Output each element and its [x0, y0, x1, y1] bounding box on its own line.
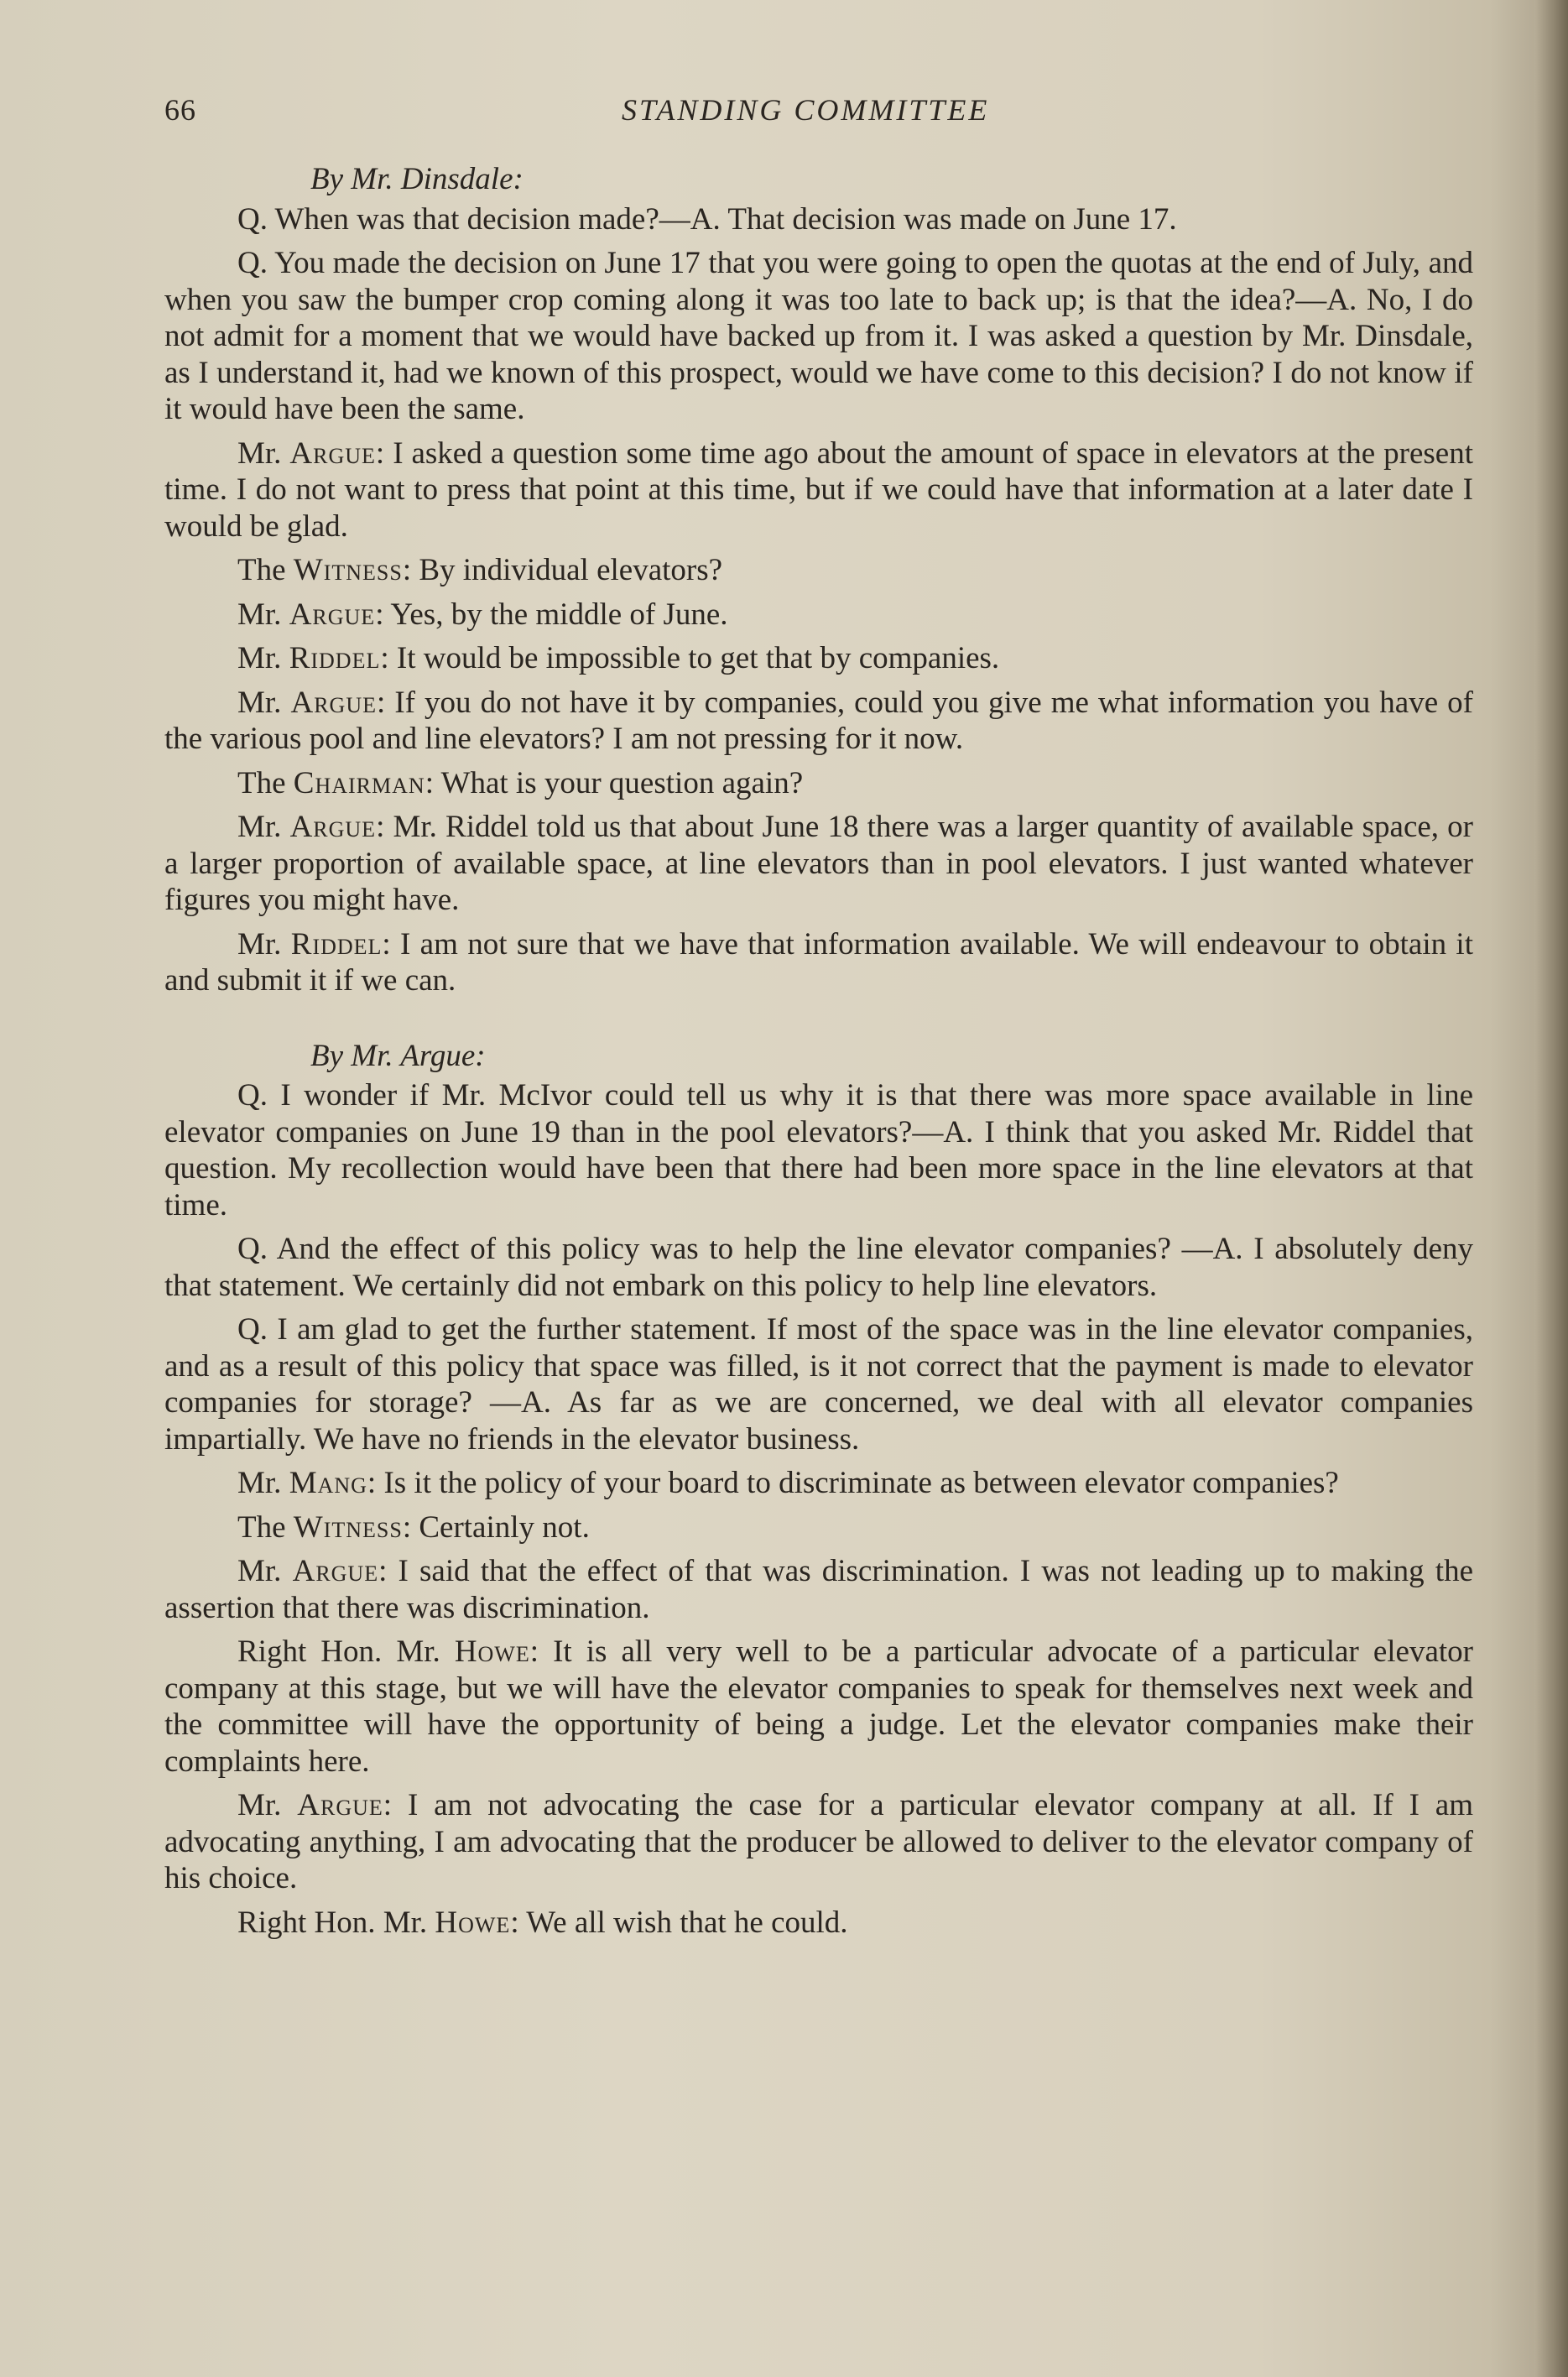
speaker-name: Argue	[289, 597, 376, 632]
speech-text: If you do not have it by companies, could you give me what information you have of the various pool and line elevators? I am not pressing for it now.	[164, 685, 1473, 756]
speech-paragraph: Mr. Argue: I asked a question some time ago about the amount of space in elevators at the present time. I do not want to press that point at this time, but if we could have that information at a later date I would be glad.	[164, 435, 1473, 544]
speech-paragraph: Mr. Argue: I am not advocating the case for a particular elevator company at all. If I am advocating anything, I am advocating that the producer be allowed to deliver to the elevator company of his choice.	[164, 1788, 1473, 1895]
speech-paragraph: Mr. Riddel: It would be impossible to get that by companies.	[237, 641, 1000, 675]
speech-paragraph: Right Hon. Mr. Howe: It is all very well to be a particular advocate of a particular elevator company at this stage, but we will have the elevator companies to speak for themselves next week and the committee will have the opportunity of being a judge. Let the elevator companies make their complaints here.	[164, 1634, 1473, 1779]
speaker-prefix: Mr.	[237, 435, 290, 471]
speech-text: I asked a question some time ago about the amount of space in elevators at the present time. I do not want to press that point at this time, but if we could have that information at a later date I would be glad.	[164, 435, 1473, 544]
speech-paragraph: Mr. Argue: Mr. Riddel told us that about June 18 there was a larger quantity of available space, or a larger proportion of available space, at line elevators than in pool elevators. I just wanted whatever figures you might have.	[164, 810, 1473, 917]
speaker-name: Argue	[292, 1554, 379, 1588]
speech-paragraph: Mr. Argue: If you do not have it by companies, could you give me what information you have of the various pool and line elevators? I am not pressing for it now.	[164, 685, 1473, 756]
paragraph: Q. You made the decision on June 17 that you were going to open the quotas at the end of July, and when you saw the bumper crop coming along it was too late to back up; is that the idea?—A. No, I do not admit for a moment that we would have backed up from it. I was asked a question by Mr. Dinsdale, as I understand it, had we known of this prospect, would we have come to this decision? I do not know if it would have been the same.	[164, 246, 1473, 426]
speech-paragraph: Mr. Argue: I said that the effect of that was discrimination. I was not leading up to making the assertion that there was discrimination.	[164, 1554, 1473, 1625]
speaker-name: Riddel	[289, 641, 381, 675]
speech-paragraph: Mr. Argue: Yes, by the middle of June.	[237, 597, 728, 632]
speaker-prefix: The	[237, 765, 294, 800]
page-number: 66	[164, 93, 196, 127]
speaker-name: Mang	[289, 1466, 367, 1500]
speech-paragraph: Right Hon. Mr. Howe: We all wish that he could.	[237, 1905, 848, 1940]
byline: By Mr. Argue:	[310, 1038, 486, 1073]
speaker-prefix: Right Hon. Mr.	[237, 1905, 435, 1940]
speech-text: By individual elevators?	[419, 553, 723, 587]
speech-text: Mr. Riddel told us that about June 18 there was a larger quantity of available space, or a larger proportion of available space, at line elevators than in pool elevators. I just wanted whatever figures you might have.	[164, 810, 1473, 917]
speech-text: Is it the policy of your board to discriminate as between elevator companies?	[383, 1466, 1339, 1500]
speech-paragraph: The Chairman: What is your question again?	[237, 765, 804, 800]
speech-text: We all wish that he could.	[526, 1905, 848, 1940]
speech-paragraph: The Witness: Certainly not.	[237, 1509, 590, 1545]
speaker-prefix: Mr.	[237, 1466, 289, 1500]
byline: By Mr. Dinsdale:	[310, 162, 524, 196]
speech-text: It would be impossible to get that by companies.	[396, 641, 1000, 675]
speaker-prefix: Mr.	[237, 685, 291, 720]
speaker-name: Argue	[289, 810, 377, 844]
speaker-name: Witness	[293, 553, 403, 587]
speaker-prefix: The	[237, 553, 294, 587]
speech-paragraph: Mr. Mang: Is it the policy of your board to discriminate as between elevator companies?	[237, 1466, 1339, 1500]
speech-text: I am not sure that we have that information available. We will endeavour to obtain it and submit it if we can.	[164, 926, 1473, 998]
speaker-name: Argue	[289, 435, 376, 471]
speaker-name: Howe	[454, 1634, 530, 1669]
speaker-name: Witness	[293, 1509, 403, 1545]
body-text	[164, 161, 1473, 1948]
speaker-prefix: The	[237, 1509, 294, 1545]
speaker-name: Argue	[297, 1788, 383, 1822]
speaker-name: Riddel	[290, 926, 383, 962]
speaker-prefix: Mr.	[237, 1788, 298, 1822]
speech-paragraph: Mr. Riddel: I am not sure that we have that information available. We will endeavour to obtain it and submit it if we can.	[164, 926, 1473, 998]
speech-text: Yes, by the middle of June.	[390, 597, 728, 632]
speech-paragraph: The Witness: By individual elevators?	[237, 553, 723, 587]
paragraph: Q. When was that decision made?—A. That decision was made on June 17.	[237, 201, 1177, 237]
speech-text: I said that the effect of that was discrimination. I was not leading up to making the assertion that there was discrimination.	[164, 1554, 1473, 1625]
speaker-prefix: Mr.	[237, 641, 289, 675]
speech-text: Certainly not.	[419, 1509, 590, 1545]
speaker-prefix: Mr.	[237, 1554, 293, 1588]
book-spine-shadow	[1534, 0, 1568, 2377]
speaker-prefix: Right Hon. Mr.	[237, 1634, 455, 1669]
speaker-prefix: Mr.	[237, 926, 291, 962]
running-title: STANDING COMMITTEE	[622, 93, 990, 127]
speaker-name: Chairman	[293, 765, 425, 800]
speech-text: It is all very well to be a particular advocate of a particular elevator company at this stage, but we will have the elevator companies to speak for themselves next week and the committee will have the opportunity of being a judge. Let the elevator companies make their complaints here.	[164, 1634, 1473, 1779]
paragraph: Q. And the effect of this policy was to help the line elevator companies? —A. I absolutely deny that statement. We certainly did not embark on this policy to help line elevators.	[164, 1232, 1473, 1303]
paragraph: Q. I wonder if Mr. McIvor could tell us why it is that there was more space available in line elevator companies on June 19 than in the pool elevators?—A. I think that you asked Mr. Riddel that question. My recollection would have been that there had been more space in the line elevators at that time.	[164, 1078, 1473, 1222]
speech-text: I am not advocating the case for a particular elevator company at all. If I am advocating anything, I am advocating that the producer be allowed to deliver to the elevator company of his choice.	[164, 1788, 1473, 1895]
speaker-prefix: Mr.	[237, 810, 290, 844]
speaker-name: Argue	[290, 685, 377, 720]
speech-text: What is your question again?	[440, 765, 804, 800]
page-header	[164, 92, 1473, 134]
speaker-name: Howe	[435, 1905, 511, 1940]
paragraph: Q. I am glad to get the further statement. If most of the space was in the line elevator companies, and as a result of this policy that space was filled, is it not correct that the payment is made to elevator companies for storage? —A. As far as we are concerned, we deal with all elevator companies impartially. We have no friends in the elevator business.	[164, 1312, 1473, 1457]
speaker-prefix: Mr.	[237, 597, 289, 632]
